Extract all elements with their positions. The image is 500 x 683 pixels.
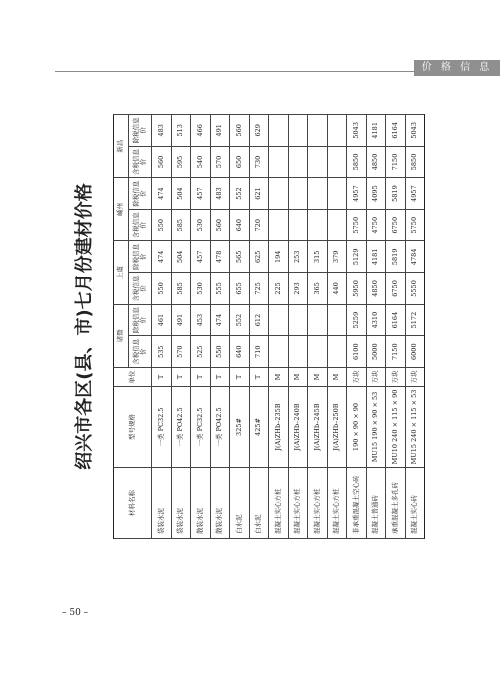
cell-price-tax-incl: 560 <box>152 146 172 178</box>
cell-unit: 万块 <box>366 368 386 387</box>
cell-price-tax-incl: 7150 <box>386 146 406 178</box>
cell-price-tax-incl: 730 <box>249 146 269 178</box>
cell-material-name: 承重混凝土多孔砖 <box>386 468 406 539</box>
cell-price-tax-excl: 194 <box>269 241 289 273</box>
cell-price-tax-excl: 6164 <box>386 115 406 147</box>
cell-price-tax-incl <box>327 336 347 368</box>
header-row-regions <box>114 115 129 539</box>
cell-price-tax-incl: 4850 <box>366 273 386 305</box>
cell-price-tax-incl <box>269 336 289 368</box>
cell-price-tax-incl <box>308 336 328 368</box>
page-title: 绍兴市各区(县、市)七月份建材价格 <box>74 183 95 470</box>
cell-price-tax-incl: 5750 <box>347 209 367 241</box>
cell-unit: M <box>288 368 308 387</box>
cell-material-name: 混凝土实心砖 <box>405 468 425 539</box>
cell-price-tax-excl: 453 <box>191 304 211 336</box>
header-region-xinchang: 新昌 <box>114 115 129 178</box>
cell-price-tax-excl: 483 <box>152 115 172 147</box>
cell-price-tax-excl <box>308 178 328 210</box>
cell-material-name: 白水泥 <box>230 468 250 539</box>
table-row <box>327 115 347 539</box>
cell-price-tax-excl <box>308 115 328 147</box>
cell-price-tax-incl <box>327 146 347 178</box>
cell-material-name: 袋装水泥 <box>152 468 172 539</box>
cell-price-tax-excl: 4181 <box>366 115 386 147</box>
cell-price-tax-incl <box>308 146 328 178</box>
cell-price-tax-excl <box>269 304 289 336</box>
page-number: – 50 – <box>62 608 89 618</box>
cell-price-tax-incl: 5000 <box>366 336 386 368</box>
cell-price-tax-excl: 5259 <box>347 304 367 336</box>
header-tax-excl: 除税信息价 <box>129 178 152 210</box>
cell-price-tax-excl: 461 <box>152 304 172 336</box>
section-tag: 价 格 信 息 <box>414 60 500 76</box>
cell-material-name: 散装水泥 <box>191 468 211 539</box>
cell-price-tax-incl: 525 <box>191 336 211 368</box>
cell-price-tax-excl: 474 <box>210 304 230 336</box>
cell-price-tax-incl: 5950 <box>347 273 367 305</box>
header-tax-excl: 除税信息价 <box>129 304 152 336</box>
cell-spec: 一类 PC32.5 <box>191 387 211 468</box>
cell-price-tax-incl: 225 <box>269 273 289 305</box>
table-row <box>269 115 289 539</box>
cell-material-name: 混凝土实心方桩 <box>288 468 308 539</box>
cell-price-tax-excl: 513 <box>171 115 191 147</box>
cell-material-name: 非承重混凝土空心砖 <box>347 468 367 539</box>
cell-material-name: 白水泥 <box>249 468 269 539</box>
cell-price-tax-excl <box>327 178 347 210</box>
cell-price-tax-incl: 640 <box>230 336 250 368</box>
cell-price-tax-excl: 483 <box>210 178 230 210</box>
cell-unit: 万块 <box>386 368 406 387</box>
cell-unit: M <box>327 368 347 387</box>
cell-price-tax-excl: 4095 <box>366 178 386 210</box>
header-tax-excl: 除税信息价 <box>129 241 152 273</box>
cell-price-tax-incl: 6000 <box>405 336 425 368</box>
cell-price-tax-incl: 6750 <box>386 209 406 241</box>
cell-price-tax-excl: 253 <box>288 241 308 273</box>
cell-price-tax-excl: 629 <box>249 115 269 147</box>
cell-material-name: 混凝土实心方桩 <box>308 468 328 539</box>
cell-price-tax-incl: 365 <box>308 273 328 305</box>
cell-price-tax-incl: 555 <box>210 273 230 305</box>
cell-price-tax-incl: 720 <box>249 209 269 241</box>
table-row <box>386 115 406 539</box>
cell-material-name: 混凝土实心方桩 <box>327 468 347 539</box>
cell-price-tax-excl: 457 <box>191 241 211 273</box>
header-tax-incl: 含税信息价 <box>129 273 152 305</box>
cell-material-name: 散装水泥 <box>210 468 230 539</box>
cell-price-tax-incl: 535 <box>152 336 172 368</box>
cell-price-tax-excl: 621 <box>249 178 269 210</box>
cell-price-tax-excl: 4957 <box>405 178 425 210</box>
cell-price-tax-excl <box>269 115 289 147</box>
cell-unit: M <box>308 368 328 387</box>
cell-unit: 万块 <box>405 368 425 387</box>
cell-price-tax-incl: 550 <box>152 209 172 241</box>
cell-price-tax-incl: 293 <box>288 273 308 305</box>
cell-spec: J(A)ZHb–250B <box>327 387 347 468</box>
cell-price-tax-excl: 5129 <box>347 241 367 273</box>
table-row <box>191 115 211 539</box>
table-row <box>171 115 191 539</box>
cell-price-tax-excl: 5819 <box>386 178 406 210</box>
cell-price-tax-incl: 570 <box>210 146 230 178</box>
cell-price-tax-incl: 6750 <box>386 273 406 305</box>
cell-price-tax-excl <box>288 178 308 210</box>
cell-price-tax-incl: 570 <box>171 336 191 368</box>
cell-spec: J(A)ZHb–240B <box>288 387 308 468</box>
cell-price-tax-excl <box>308 304 328 336</box>
cell-price-tax-excl: 5043 <box>405 115 425 147</box>
cell-price-tax-excl: 5172 <box>405 304 425 336</box>
cell-price-tax-excl: 474 <box>152 178 172 210</box>
header-unit: 单位 <box>114 368 152 387</box>
cell-price-tax-incl: 5850 <box>347 146 367 178</box>
cell-price-tax-incl: 585 <box>171 209 191 241</box>
cell-price-tax-incl: 7150 <box>386 336 406 368</box>
cell-price-tax-excl: 491 <box>171 304 191 336</box>
cell-price-tax-excl: 4957 <box>347 178 367 210</box>
cell-price-tax-excl: 552 <box>230 304 250 336</box>
cell-price-tax-excl: 379 <box>327 241 347 273</box>
cell-material-name: 混凝土实心方桩 <box>269 468 289 539</box>
table-row <box>249 115 269 539</box>
header-region-shangyu: 上虞 <box>114 241 129 304</box>
table-row <box>230 115 250 539</box>
cell-price-tax-incl: 725 <box>249 273 269 305</box>
cell-price-tax-incl: 540 <box>191 146 211 178</box>
cell-unit: T <box>191 368 211 387</box>
cell-unit: T <box>152 368 172 387</box>
table-row <box>210 115 230 539</box>
table-row <box>347 115 367 539</box>
header-tax-incl: 含税信息价 <box>129 209 152 241</box>
table-row <box>152 115 172 539</box>
cell-price-tax-excl: 552 <box>230 178 250 210</box>
header-material: 材料名称 <box>114 468 152 539</box>
cell-price-tax-incl <box>288 146 308 178</box>
cell-price-tax-excl: 6164 <box>386 304 406 336</box>
cell-price-tax-excl: 560 <box>230 115 250 147</box>
cell-price-tax-excl: 612 <box>249 304 269 336</box>
cell-price-tax-incl: 655 <box>230 273 250 305</box>
cell-price-tax-excl: 504 <box>171 178 191 210</box>
cell-spec: 一类 PC32.5 <box>152 387 172 468</box>
cell-spec: MU10 240 × 115 × 90 <box>386 387 406 468</box>
cell-price-tax-incl: 4850 <box>366 146 386 178</box>
cell-price-tax-excl: 625 <box>249 241 269 273</box>
cell-price-tax-incl: 550 <box>152 273 172 305</box>
cell-price-tax-incl: 5550 <box>405 273 425 305</box>
cell-spec: MU15 240 × 115 × 53 <box>405 387 425 468</box>
cell-price-tax-incl: 4750 <box>366 209 386 241</box>
cell-spec: 一类 PO42.5 <box>171 387 191 468</box>
cell-price-tax-incl <box>288 336 308 368</box>
table-row <box>405 115 425 539</box>
header-tax-incl: 含税信息价 <box>129 336 152 368</box>
header-tax-incl: 含税信息价 <box>129 146 152 178</box>
cell-unit: T <box>210 368 230 387</box>
cell-price-tax-incl <box>269 146 289 178</box>
cell-price-tax-incl: 595 <box>171 146 191 178</box>
cell-unit: T <box>171 368 191 387</box>
header-region-shengzhou: 嵊州 <box>114 178 129 241</box>
cell-price-tax-excl: 315 <box>308 241 328 273</box>
cell-price-tax-excl: 5819 <box>386 241 406 273</box>
cell-price-tax-incl <box>288 209 308 241</box>
cell-price-tax-incl: 5750 <box>405 209 425 241</box>
cell-price-tax-excl: 4784 <box>405 241 425 273</box>
cell-price-tax-excl: 474 <box>152 241 172 273</box>
cell-price-tax-incl <box>327 209 347 241</box>
table-row <box>308 115 328 539</box>
cell-material-name: 混凝土普通砖 <box>366 468 386 539</box>
cell-spec: J(A)ZHb–245B <box>308 387 328 468</box>
cell-price-tax-excl <box>327 304 347 336</box>
cell-price-tax-excl: 466 <box>191 115 211 147</box>
cell-price-tax-incl: 710 <box>249 336 269 368</box>
cell-spec: 325# <box>230 387 250 468</box>
cell-unit: T <box>230 368 250 387</box>
table-row <box>288 115 308 539</box>
cell-price-tax-excl: 565 <box>230 241 250 273</box>
header-region-zhuji: 诸暨 <box>114 304 129 367</box>
cell-unit: T <box>249 368 269 387</box>
header-tax-excl: 除税信息价 <box>129 115 152 147</box>
cell-unit: 万块 <box>347 368 367 387</box>
cell-price-tax-excl: 457 <box>191 178 211 210</box>
cell-price-tax-incl: 6100 <box>347 336 367 368</box>
cell-price-tax-incl <box>269 209 289 241</box>
cell-price-tax-incl: 530 <box>191 209 211 241</box>
cell-price-tax-incl: 585 <box>171 273 191 305</box>
cell-price-tax-incl: 5850 <box>405 146 425 178</box>
cell-price-tax-incl: 560 <box>210 209 230 241</box>
header-spec: 型号规格 <box>114 387 152 468</box>
price-table-body <box>152 115 425 539</box>
cell-price-tax-excl <box>269 178 289 210</box>
cell-spec: MU15 190 × 90 × 53 <box>366 387 386 468</box>
cell-spec: 190 × 90 × 90 <box>347 387 367 468</box>
cell-price-tax-incl: 640 <box>230 209 250 241</box>
cell-price-tax-incl <box>308 209 328 241</box>
table-row <box>366 115 386 539</box>
rotated-table-block <box>65 114 419 539</box>
cell-price-tax-excl: 491 <box>210 115 230 147</box>
cell-price-tax-excl: 504 <box>171 241 191 273</box>
cell-price-tax-excl: 4181 <box>366 241 386 273</box>
cell-price-tax-excl: 5043 <box>347 115 367 147</box>
cell-price-tax-incl: 530 <box>191 273 211 305</box>
price-table <box>113 114 425 539</box>
cell-price-tax-incl: 650 <box>230 146 250 178</box>
cell-spec: J(A)ZHb–235B <box>269 387 289 468</box>
cell-spec: 425# <box>249 387 269 468</box>
cell-price-tax-incl: 440 <box>327 273 347 305</box>
cell-material-name: 袋装水泥 <box>171 468 191 539</box>
cell-price-tax-excl: 478 <box>210 241 230 273</box>
cell-price-tax-excl <box>288 304 308 336</box>
cell-price-tax-excl <box>288 115 308 147</box>
cell-unit: M <box>269 368 289 387</box>
cell-price-tax-excl: 4310 <box>366 304 386 336</box>
cell-price-tax-excl <box>327 115 347 147</box>
cell-spec: 一类 PO42.5 <box>210 387 230 468</box>
cell-price-tax-incl: 550 <box>210 336 230 368</box>
